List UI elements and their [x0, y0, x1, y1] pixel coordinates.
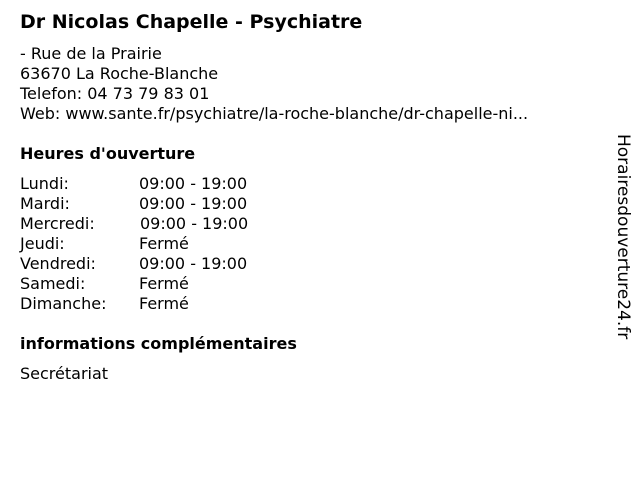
time-value: Fermé [139, 274, 189, 293]
additional-info-heading: informations complémentaires [20, 334, 297, 353]
day-label: Dimanche: [20, 294, 107, 313]
day-label: Mercredi: [20, 214, 95, 233]
day-label: Lundi: [20, 174, 69, 193]
opening-hours-heading: Heures d'ouverture [20, 144, 196, 163]
day-label: Samedi: [20, 274, 86, 293]
city-address: 63670 La Roche-Blanche [20, 64, 219, 83]
day-label: Vendredi: [20, 254, 96, 273]
watermark [611, 134, 635, 350]
additional-info-text: Secrétariat [20, 364, 109, 383]
day-label: Jeudi: [20, 234, 65, 253]
website-link[interactable]: Web: www.sante.fr/psychiatre/la-roche-blanche/dr-chapelle-ni... [20, 104, 529, 123]
day-label: Mardi: [20, 194, 70, 213]
page-title: Dr Nicolas Chapelle - Psychiatre [20, 11, 363, 33]
time-value: 09:00 - 19:00 [139, 174, 248, 193]
watermark-text: Horairesdouverture24.fr [613, 134, 633, 340]
time-value: Fermé [139, 234, 189, 253]
phone-number: Telefon: 04 73 79 83 01 [20, 84, 210, 103]
address-block [20, 44, 528, 124]
time-value: 09:00 - 19:00 [139, 254, 248, 273]
time-value: Fermé [139, 294, 189, 313]
time-value: 09:00 - 19:00 [139, 194, 248, 213]
time-value: 09:00 - 19:00 [140, 214, 249, 233]
street-address: - Rue de la Prairie [20, 44, 162, 63]
